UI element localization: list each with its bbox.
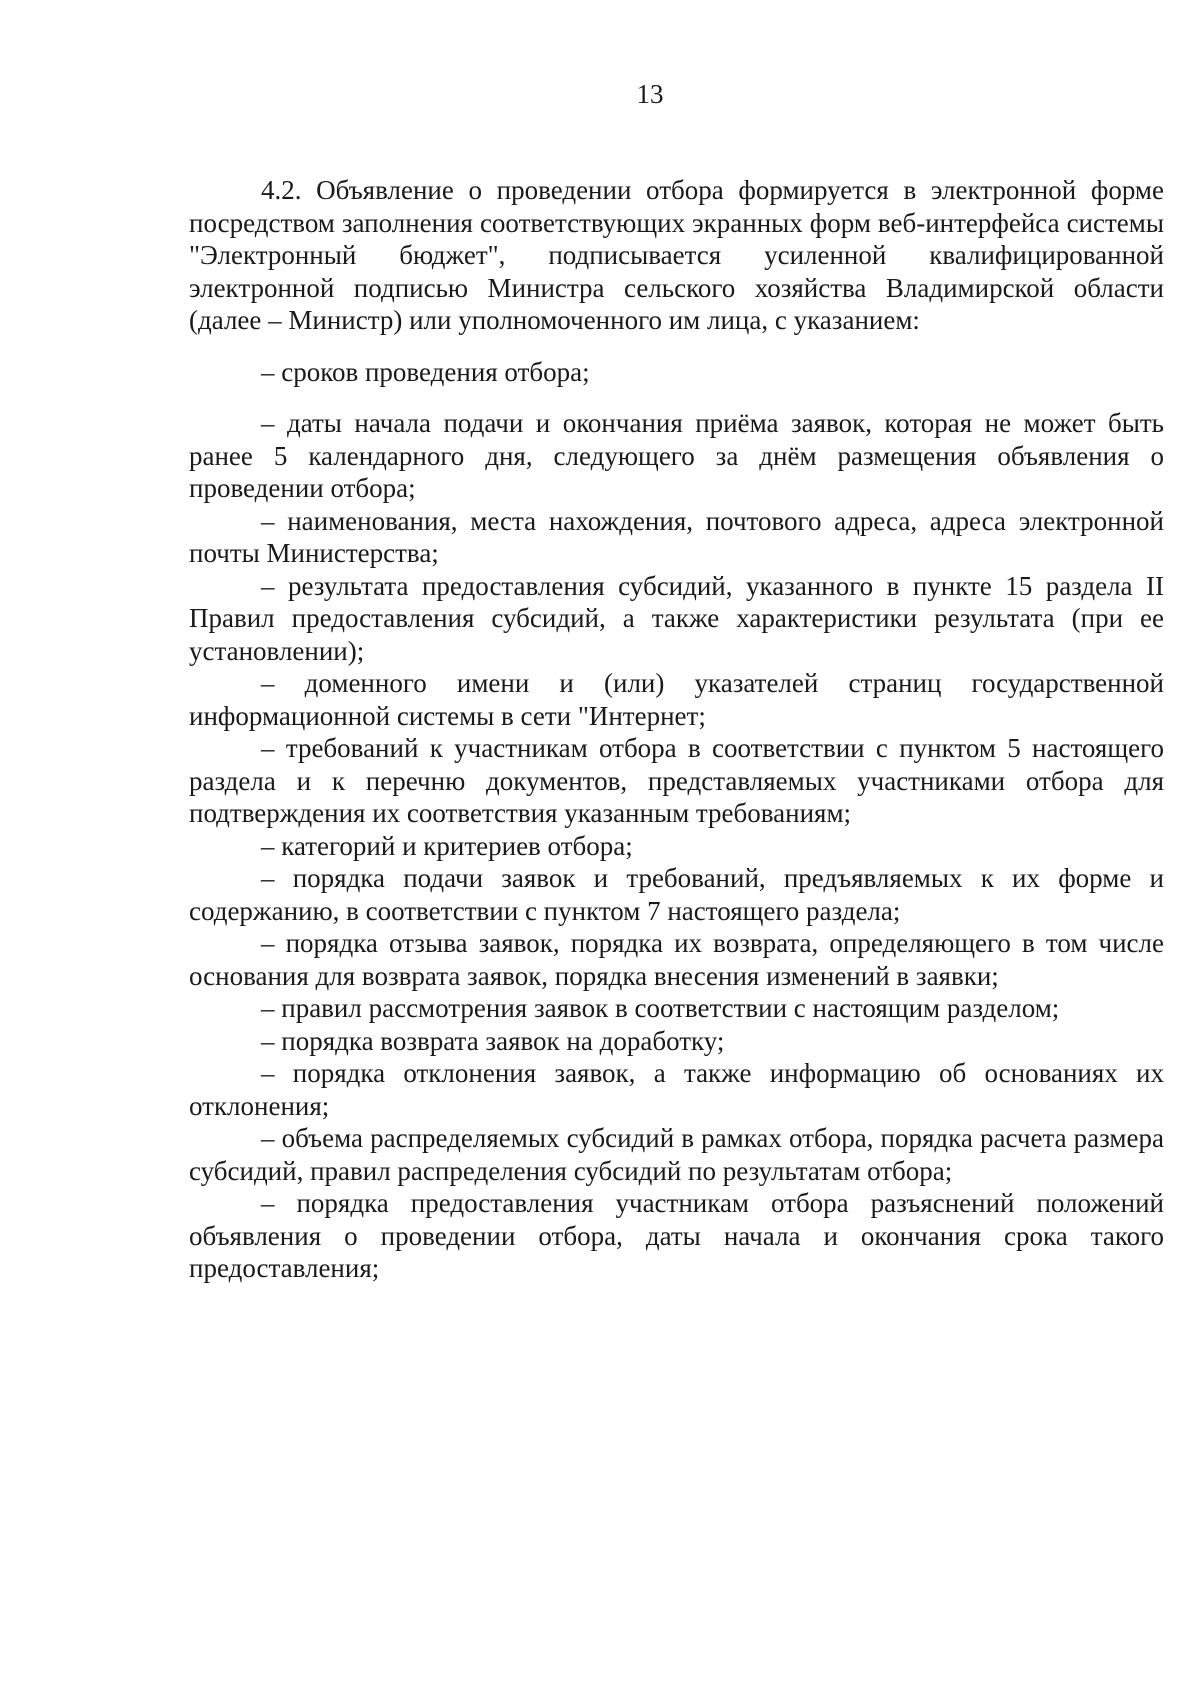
list-item: – порядка отзыва заявок, порядка их возврата, определяющего в том числе основания для возврата заявок, порядка внесения изменений в заявки; bbox=[189, 928, 1164, 991]
list-item: – даты начала подачи и окончания приёма заявок, которая не может быть ранее 5 календарного дня, следующего за днём размещения объявления о проведении отбора; bbox=[189, 408, 1164, 503]
list-item: – наименования, места нахождения, почтового адреса, адреса электронной почты Министерства; bbox=[189, 505, 1164, 568]
list-item: – объема распределяемых субсидий в рамках отбора, порядка расчета размера субсидий, правил распределения субсидий по результатам отбора; bbox=[189, 1123, 1164, 1186]
list-item: – порядка подачи заявок и требований, предъявляемых к их форме и содержанию, в соответствии с пунктом 7 настоящего раздела; bbox=[189, 863, 1164, 926]
list-item: – доменного имени и (или) указателей страниц государственной информационной системы в сети "Интернет; bbox=[189, 668, 1164, 731]
page-number: 13 bbox=[636, 79, 664, 109]
requirements-list bbox=[189, 356, 1164, 1285]
list-item: – порядка возврата заявок на доработку; bbox=[261, 1025, 725, 1056]
list-item: – результата предоставления субсидий, указанного в пункте 15 раздела II Правил предоставления субсидий, а также характеристики результата (при ее установлении); bbox=[189, 570, 1164, 666]
list-item: – сроков проведения отбора; bbox=[261, 356, 590, 387]
list-item: – правил рассмотрения заявок в соответствии с настоящим разделом; bbox=[261, 993, 1060, 1023]
list-item: – порядка отклонения заявок, а также информацию об основаниях их отклонения; bbox=[189, 1058, 1164, 1121]
list-item: – порядка предоставления участникам отбора разъяснений положений объявления о проведении отбора, даты начала и окончания срока такого предоставления; bbox=[189, 1188, 1164, 1283]
document-body bbox=[189, 174, 1164, 1285]
list-item: – требований к участникам отбора в соответствии с пунктом 5 настоящего раздела и к перечню документов, представляемых участниками отбора для подтверждения их соответствия указанным требованиям; bbox=[189, 733, 1164, 828]
section-paragraph-4-2: 4.2. Объявление о проведении отбора формируется в электронной форме посредством заполнения соответствующих экранных форм веб-интерфейса системы "Электронный бюджет", подписывается усиленной квалифицированной электронной подписью Министра сельского хозяйства Владимирской области (далее – Министр) или уполномоченного им лица, с указанием: bbox=[189, 175, 1164, 335]
list-item: – категорий и критериев отбора; bbox=[261, 830, 633, 861]
